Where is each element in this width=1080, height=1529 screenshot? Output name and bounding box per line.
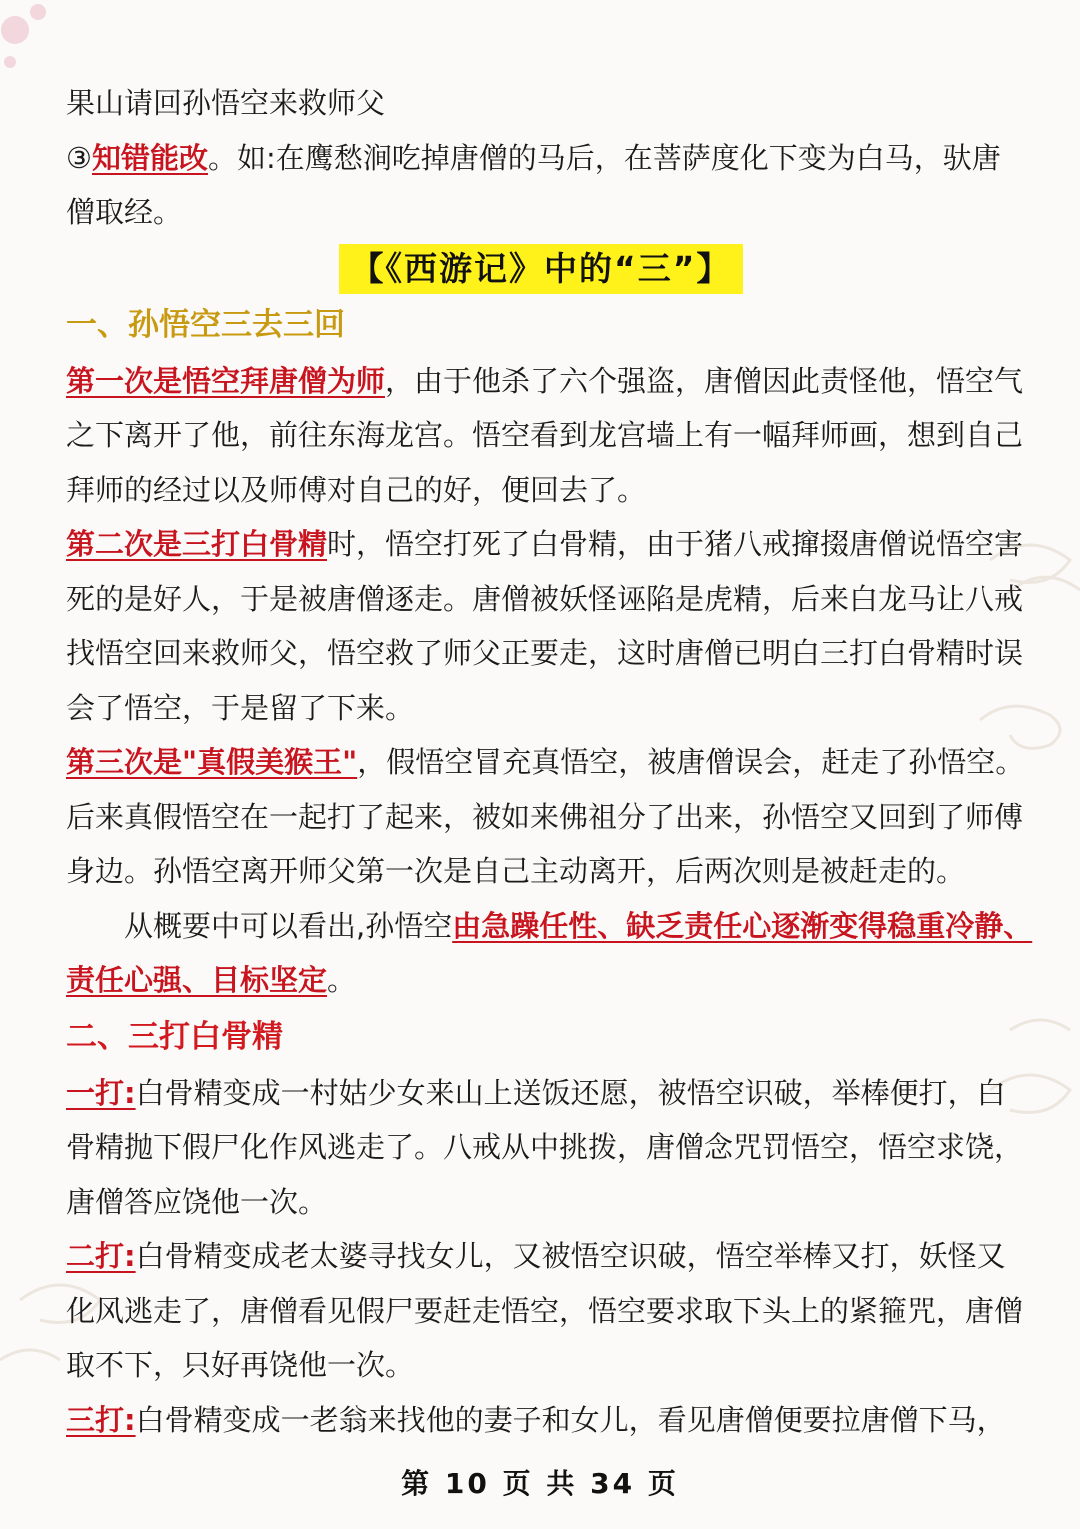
circled-number: ③ bbox=[66, 140, 92, 175]
text-line bbox=[66, 953, 1016, 1008]
section1-heading: 一、孙悟空三去三回 bbox=[66, 306, 345, 343]
text-line: 骨精抛下假尸化作风逃走了。八戒从中挑拨，唐僧念咒罚悟空，悟空求饶， bbox=[66, 1130, 1024, 1164]
document-body bbox=[66, 76, 1033, 1447]
text-line bbox=[66, 131, 1016, 186]
text-span: ，假悟空冒充真悟空，被唐僧误会，赶走了孙悟空。 bbox=[357, 745, 1025, 779]
text-span: 时，悟空打死了白骨精，由于猪八戒撺掇唐僧说悟空害 bbox=[327, 527, 1024, 561]
title-wrapper bbox=[66, 244, 1016, 294]
text-span: 白骨精变成一村姑少女来山上送饭还愿，被悟空识破，举棒便打，白 bbox=[135, 1075, 1006, 1110]
text-line bbox=[66, 517, 1024, 572]
text-line: 拜师的经过以及师傅对自己的好，便回去了。 bbox=[66, 472, 647, 507]
hit-label: 一打: bbox=[66, 1075, 136, 1110]
highlight-keyword: 第一次是悟空拜唐僧为师 bbox=[66, 363, 386, 398]
highlight-keyword: 由急躁任性、缺乏责任心逐渐变得稳重冷静、 bbox=[452, 908, 1033, 943]
text-line: 果山请回孙悟空来救师父 bbox=[66, 86, 386, 120]
highlight-keyword: 第三次是"真假美猴王" bbox=[66, 745, 358, 779]
text-line: 死的是好人，于是被唐僧逐走。唐僧被妖怪诬陷是虎精，后来白龙马让八戒 bbox=[66, 581, 1024, 616]
page-number: 第 10 页 共 34 页 bbox=[401, 1467, 679, 1500]
section-title: 【《西游记》中的“三”】 bbox=[339, 244, 744, 294]
text-span: ，由于他杀了六个强盗，唐僧因此责怪他，悟空气 bbox=[385, 363, 1024, 398]
text-line bbox=[66, 1066, 1016, 1121]
text-line: 僧取经。 bbox=[66, 195, 183, 229]
text-line: 唐僧答应饶他一次。 bbox=[66, 1184, 328, 1219]
highlight-keyword: 知错能改 bbox=[92, 140, 209, 175]
text-span: 从概要中可以看出,孙悟空 bbox=[124, 908, 453, 943]
text-line: 身边。孙悟空离开师父第一次是自己主动离开，后两次则是被赶走的。 bbox=[66, 854, 966, 888]
hit-label: 二打: bbox=[66, 1239, 136, 1273]
text-line: 后来真假悟空在一起打了起来，被如来佛祖分了出来，孙悟空又回到了师傅 bbox=[66, 799, 1024, 834]
text-line bbox=[66, 899, 1033, 954]
text-span: 。 bbox=[327, 963, 357, 997]
text-line: 取不下，只好再饶他一次。 bbox=[66, 1348, 415, 1382]
section2-heading: 二、三打白骨精 bbox=[66, 1018, 283, 1055]
text-line bbox=[66, 354, 1024, 409]
text-line bbox=[66, 735, 1025, 790]
text-line bbox=[66, 1229, 1016, 1284]
highlight-keyword: 责任心强、目标坚定 bbox=[66, 963, 328, 997]
text-line: 找悟空回来救师父，悟空救了师父正要走，这时唐僧已明白三打白骨精时误 bbox=[66, 636, 1024, 670]
text-line bbox=[66, 1393, 1016, 1448]
text-line: 会了悟空，于是留了下来。 bbox=[66, 690, 415, 725]
text-line: 之下离开了他，前往东海龙宫。悟空看到龙宫墙上有一幅拜师画，想到自己 bbox=[66, 418, 1024, 452]
text-line: 化风逃走了，唐僧看见假尸要赶走悟空，悟空要求取下头上的紧箍咒，唐僧 bbox=[66, 1293, 1024, 1328]
hit-label: 三打: bbox=[66, 1402, 136, 1437]
text-span: 白骨精变成一老翁来找他的妻子和女儿，看见唐僧便要拉唐僧下马， bbox=[135, 1402, 1006, 1437]
text-span: 白骨精变成老太婆寻找女儿，又被悟空识破，悟空举棒又打，妖怪又 bbox=[135, 1239, 1006, 1273]
highlight-keyword: 第二次是三打白骨精 bbox=[66, 527, 328, 561]
text-span: 。如:在鹰愁涧吃掉唐僧的马后，在菩萨度化下变为白马，驮唐 bbox=[208, 140, 1001, 175]
